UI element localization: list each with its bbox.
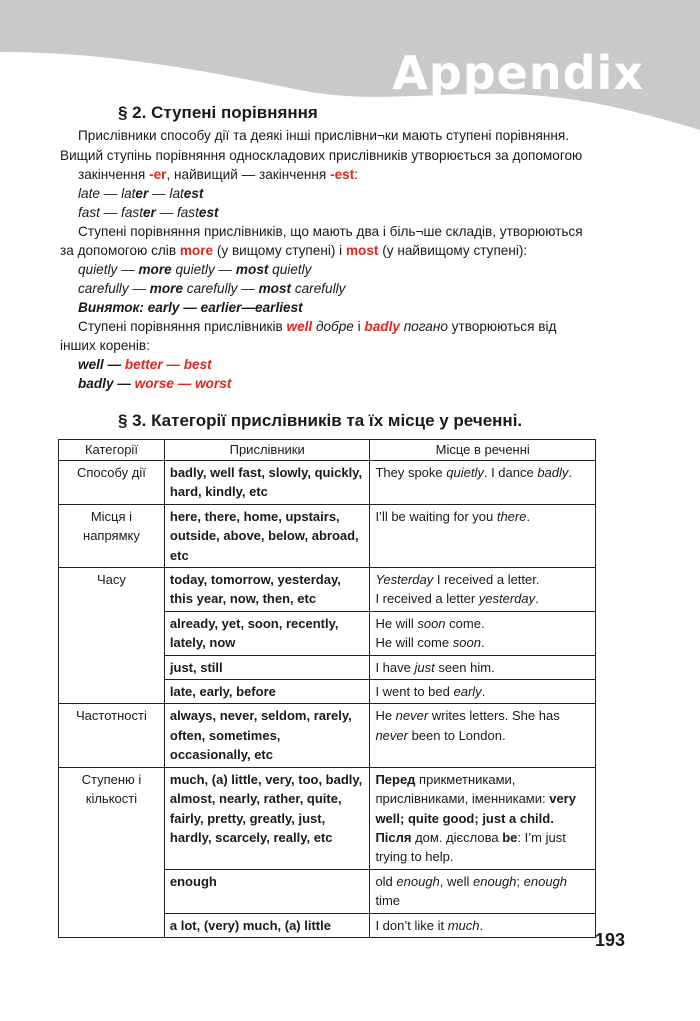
word-most: most (345, 243, 379, 258)
section3-heading: § 3. Категорії прислівників та їх місце у реченні. (118, 411, 523, 430)
example-cell: Перед прикметниками, прислівниками, іменниками: very well; quite good; just a child. Після дом. дієслова be: I’m just trying to help. (370, 767, 596, 869)
example-quietly: quietly — more quietly — most quietly (78, 262, 312, 277)
adverbs-cell: a lot, (very) much, (a) little (164, 913, 370, 937)
word-well: well (286, 319, 313, 334)
adverbs-cell: today, tomorrow, yesterday, this year, now, then, etc (164, 568, 370, 612)
example-cell: They spoke quietly. I dance badly. (370, 461, 596, 505)
header-adverbs: Прислівники (164, 440, 370, 461)
header-position: Місце в реченні (370, 440, 596, 461)
exception-line: Виняток: early — earlier—earliest (78, 300, 303, 315)
banner-title: Appendix (392, 46, 644, 100)
adverbs-cell: much, (a) little, very, too, badly, almost, nearly, rather, quite, fairly, pretty, greatly, just, hardly, scarcely, really, etc (164, 767, 370, 869)
example-carefully: carefully — more carefully — most carefully (78, 281, 346, 296)
section2-para2-line1: Вищий ступінь порівняння односкладових прислівників утворюється за допомогою (60, 148, 583, 163)
suffix-er: -er (149, 167, 167, 182)
example-cell: He will soon come. He will come soon. (370, 611, 596, 655)
example-well: well — better — best (78, 357, 212, 372)
category-cell: Місця і напрямку (59, 504, 165, 567)
category-cell: Часу (59, 568, 165, 704)
example-cell: He never writes letters. She has never been to London. (370, 704, 596, 767)
category-cell: Частотності (59, 704, 165, 767)
category-cell: Ступеню і кількості (59, 767, 165, 937)
example-cell: Yesterday I received a letter. I received a letter yesterday. (370, 568, 596, 612)
adverbs-cell: always, never, seldom, rarely, often, sometimes, occasionally, etc (164, 704, 370, 767)
adverbs-cell: here, there, home, upstairs, outside, above, below, abroad, etc (164, 504, 370, 567)
section2-para3-line1: Ступені порівняння прислівників, що мають два і біль¬ше складів, утворюються (78, 224, 583, 239)
table-row (59, 767, 596, 869)
word-more: more (179, 243, 214, 258)
table-row (59, 568, 596, 612)
example-cell: I’ll be waiting for you there. (370, 504, 596, 567)
section2-para1: Прислівники способу дії та деякі інші прислівни¬ки мають ступені порівняння. (78, 128, 570, 143)
adverbs-cell: enough (164, 869, 370, 913)
appendix-banner (0, 0, 700, 140)
table-row (59, 461, 596, 505)
header-categories: Категорії (59, 440, 165, 461)
example-cell: I went to bed early. (370, 680, 596, 704)
example-cell: I have just seen him. (370, 655, 596, 679)
page-number: 193 (595, 930, 626, 950)
adverbs-cell: late, early, before (164, 680, 370, 704)
table-row (59, 704, 596, 767)
section2-para4-line1: Ступені порівняння прислівників well добре і badly погано утворюються від (78, 319, 557, 334)
section2-para2-line2: закінчення -er, найвищий — закінчення -est: (78, 167, 359, 182)
suffix-est: -est (330, 167, 355, 182)
adverbs-cell: already, yet, soon, recently, lately, now (164, 611, 370, 655)
adverb-categories-table (58, 439, 596, 938)
table-header-row (59, 440, 596, 461)
example-cell: old enough, well enough; enough time (370, 869, 596, 913)
example-cell: I don’t like it much. (370, 913, 596, 937)
example-badly: badly — worse — worst (78, 376, 232, 391)
section2-heading: § 2. Ступені порівняння (118, 103, 318, 122)
example-late: late — later — latest (78, 186, 204, 201)
adverbs-cell: just, still (164, 655, 370, 679)
section2-para4-line2: інших коренів: (60, 338, 150, 353)
example-fast: fast — faster — fastest (78, 205, 219, 220)
category-cell: Способу дії (59, 461, 165, 505)
section2-para3-line2: за допомогою слів more (у вищому ступені) і most (у найвищому ступені): (60, 243, 528, 258)
table-row (59, 504, 596, 567)
adverbs-cell: badly, well fast, slowly, quickly, hard, kindly, etc (164, 461, 370, 505)
word-badly: badly (364, 319, 400, 334)
